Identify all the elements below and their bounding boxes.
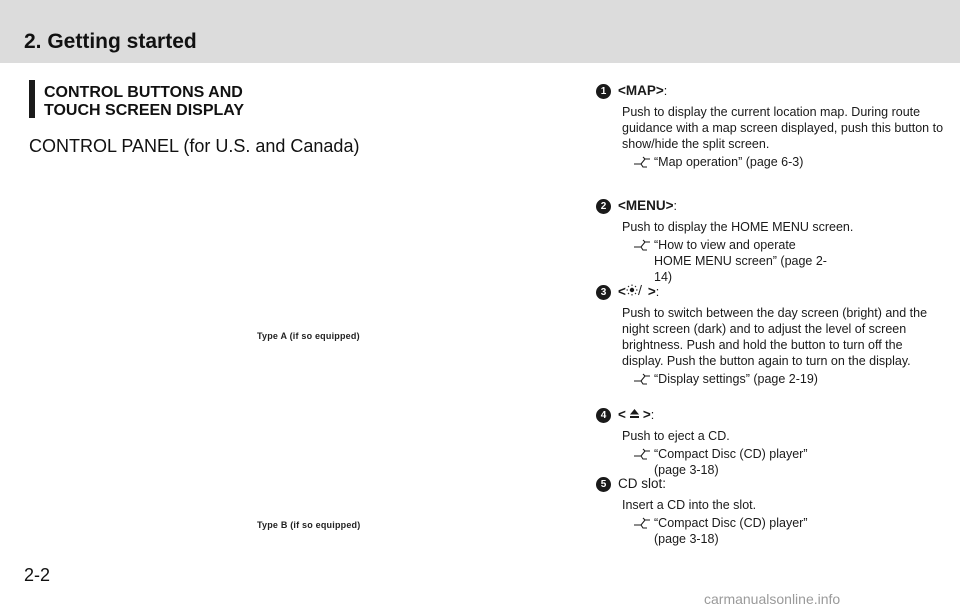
reference-pointer-icon bbox=[632, 372, 654, 390]
item-cd-slot bbox=[596, 475, 946, 547]
page-reference[interactable] bbox=[654, 154, 946, 173]
item-label-close: > bbox=[642, 407, 651, 422]
page-reference[interactable] bbox=[654, 515, 946, 547]
item-label-close: > bbox=[647, 284, 656, 299]
item-label-colon: : bbox=[650, 408, 655, 422]
item-label-colon: : bbox=[673, 199, 678, 213]
item-label: <MENU> bbox=[618, 198, 674, 213]
item-eject-button bbox=[596, 406, 946, 478]
item-label-open: < bbox=[618, 284, 626, 299]
page-reference-line1: “Compact Disc (CD) player” bbox=[654, 447, 808, 461]
item-brightness-button bbox=[596, 283, 946, 390]
brightness-icon bbox=[626, 284, 648, 300]
page-reference-text bbox=[654, 446, 808, 478]
page-header bbox=[0, 0, 960, 63]
eject-icon bbox=[629, 407, 640, 423]
item-description: Insert a CD into the slot. bbox=[622, 498, 757, 512]
item-number-badge: 2 bbox=[596, 199, 611, 214]
item-label: <MAP> bbox=[618, 83, 664, 98]
item-description: Push to display the current location map. During route guidance with a map screen displayed, push this button to show/hide the split screen. bbox=[622, 105, 944, 151]
page-reference-line1: “Compact Disc (CD) player” bbox=[654, 516, 808, 530]
page-reference[interactable] bbox=[654, 446, 946, 478]
item-description: Push to eject a CD. bbox=[622, 429, 730, 443]
reference-pointer-icon bbox=[632, 155, 654, 173]
page-reference-line2: (page 3-18) bbox=[654, 532, 719, 546]
figure-b-caption: Type B (if so equipped) bbox=[257, 520, 361, 530]
item-description: Push to switch between the day screen (bright) and the night screen (dark) and to adjust the level of screen brightness. Push and hold the button to turn off the display. Push the button again to turn on the display. bbox=[622, 306, 928, 368]
figure-a-caption: Type A (if so equipped) bbox=[257, 331, 360, 341]
item-label: CD slot: bbox=[618, 476, 667, 491]
page-reference[interactable] bbox=[654, 237, 946, 285]
reference-pointer-icon bbox=[632, 238, 654, 285]
item-description: Push to display the HOME MENU screen. bbox=[622, 220, 854, 234]
reference-pointer-icon bbox=[632, 447, 654, 478]
section-heading bbox=[44, 84, 244, 120]
page-reference-text: “Display settings” (page 2-19) bbox=[654, 372, 818, 386]
item-label-colon: : bbox=[655, 285, 660, 299]
section-heading-line2: TOUCH SCREEN DISPLAY bbox=[44, 102, 245, 119]
item-label-colon: : bbox=[663, 84, 668, 98]
page-number: 2-2 bbox=[24, 565, 51, 585]
reference-pointer-icon bbox=[632, 516, 654, 547]
item-menu-button bbox=[596, 197, 946, 285]
item-label-open: < bbox=[618, 407, 626, 422]
item-number-badge: 4 bbox=[596, 408, 611, 423]
item-number-badge: 5 bbox=[596, 477, 611, 492]
page-reference[interactable] bbox=[654, 371, 946, 390]
page-reference-line2: (page 3-18) bbox=[654, 463, 719, 477]
page-reference-text: “Map operation” (page 6-3) bbox=[654, 155, 804, 169]
section-heading-line1: CONTROL BUTTONS AND bbox=[44, 84, 243, 101]
chapter-title: 2. Getting started bbox=[24, 30, 197, 53]
page-reference-text: “How to view and operate HOME MENU screen” (page 2-14) bbox=[654, 238, 827, 284]
watermark-text: carmanualsonline.info bbox=[704, 591, 841, 607]
item-map-button bbox=[596, 82, 946, 173]
item-number-badge: 3 bbox=[596, 285, 611, 300]
item-number-badge: 1 bbox=[596, 84, 611, 99]
section-marker-bar bbox=[29, 80, 35, 118]
control-panel-subheading: CONTROL PANEL (for U.S. and Canada) bbox=[29, 136, 360, 156]
page-reference-text bbox=[654, 515, 808, 547]
